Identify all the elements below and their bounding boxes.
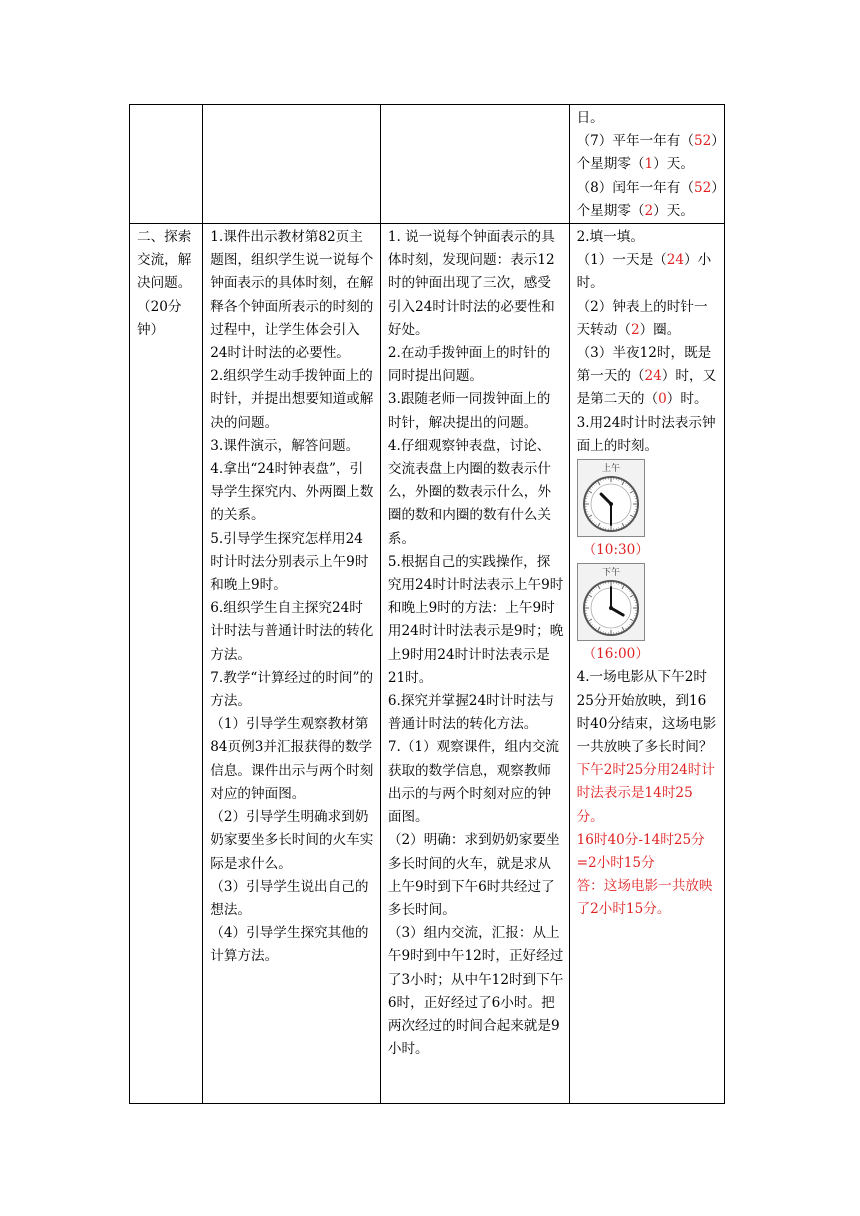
paragraph bbox=[577, 107, 719, 130]
paragraph: （1）引导学生观察教材第84页例3并汇报获得的数学信息。课件出示与两个时刻对应的钟面图。 bbox=[210, 716, 374, 802]
cell-stage bbox=[130, 224, 203, 1104]
cell-exercise bbox=[569, 224, 724, 1104]
paragraph: 3.课件演示，解答问题。 bbox=[210, 437, 360, 454]
answer-text: 52 bbox=[693, 179, 712, 196]
paragraph bbox=[577, 226, 719, 249]
question-text: （2）钟表上的时针一天转动（ bbox=[576, 298, 708, 338]
paragraph: 1. 说一说每个钟面表示的具体时刻，发现问题：表示12时的钟面出现了三次，感受引入24时计时法的必要性和好处。 bbox=[387, 229, 555, 338]
question-text: 3.用24时计时法表示钟面上的时刻。 bbox=[576, 414, 716, 454]
question-text: ）个星期零（ bbox=[576, 179, 719, 219]
exercise-list bbox=[577, 107, 719, 223]
answer-text: 24 bbox=[644, 368, 662, 385]
answer-text: 24 bbox=[666, 252, 685, 269]
clock-answer: （10:30） bbox=[582, 542, 649, 559]
paragraph: 4.仔细观察钟表盘，讨论、交流表盘上内圈的数表示什么，外圈的数表示什么，外圈的数和内圈的数有什么关系。 bbox=[387, 437, 551, 547]
paragraph: （4）引导学生探究其他的计算方法。 bbox=[210, 925, 369, 965]
clock-center bbox=[609, 502, 613, 506]
clock-center bbox=[609, 606, 613, 610]
question-text: （7）平年一年有（ bbox=[576, 133, 694, 150]
paragraph: 3.跟随老师一同拨钟面上的时针，解决提出的问题。 bbox=[387, 391, 551, 431]
question-text: 日。 bbox=[576, 110, 604, 126]
clock-face-icon bbox=[578, 564, 644, 640]
table-row bbox=[130, 224, 725, 1104]
paragraph bbox=[577, 412, 719, 458]
paragraph: 6.组织学生自主探究24时计时法与普通计时法的转化方法。 bbox=[210, 600, 374, 663]
question-text: ）小时。 bbox=[576, 252, 712, 292]
paragraph: 6.探究并掌握24时计时法与普通计时法的转化方法。 bbox=[387, 693, 555, 733]
answer-text: 0 bbox=[658, 391, 667, 408]
clock-label: 下午 bbox=[601, 568, 620, 579]
answer-text: 16时40分-14时25分=2小时15分 bbox=[576, 831, 705, 872]
paragraph: 2.在动手拨钟面上的时针的同时提出问题。 bbox=[387, 345, 551, 385]
answer-text: 答：这场电影一共放映了2小时15分。 bbox=[576, 878, 713, 918]
paragraph: （3）组内交流，汇报：从上午9时到中午12时，正好经过了3小时；从中午12时到下午6时，正好经过了6小时。把两次经过的时间合起来就是9小时。 bbox=[387, 925, 564, 1058]
question-text: ）个星期零（ bbox=[576, 133, 719, 173]
exercise-list bbox=[577, 226, 719, 458]
paragraph: 1.课件出示教材第82页主题图，组织学生说一说每个钟面表示的具体时刻，在解释各个钟面所表示的时刻的过程中，让学生体会引入24时计时法的必要性。 bbox=[210, 229, 374, 362]
cell-exercise bbox=[569, 105, 724, 224]
paragraph bbox=[577, 759, 719, 829]
clock-face-icon bbox=[578, 460, 644, 536]
stage-title: 二、探索交流，解决问题。（20分钟） bbox=[137, 229, 192, 338]
clock-image bbox=[577, 563, 645, 641]
paragraph: （2）引导学生明确求到奶奶家要坐多长时间的火车实际是求什么。 bbox=[210, 809, 374, 872]
answer-text: 2 bbox=[630, 321, 640, 338]
paragraph bbox=[577, 875, 719, 921]
answer-text: 52 bbox=[693, 133, 712, 150]
clock-answer: （16:00） bbox=[582, 646, 649, 663]
cell-student bbox=[380, 224, 569, 1104]
answer-text: 1 bbox=[644, 156, 654, 173]
question-text: ）时。 bbox=[666, 391, 708, 408]
paragraph: 4.拿出“24时钟表盘”，引导学生探究内、外两圈上数的关系。 bbox=[210, 461, 374, 524]
student-activity-list bbox=[388, 226, 564, 1061]
paragraph: 2.组织学生动手拨钟面上的时针，并提出想要知道或解决的问题。 bbox=[210, 368, 374, 431]
paragraph: 7.（1）观察课件，组内交流获取的数学信息，观察教师出示的与两个时刻对应的钟面图。 bbox=[387, 739, 560, 826]
paragraph: （2）明确：求到奶奶家要坐多长时间的火车，就是求从上午9时到下午6时共经过了多长时间。 bbox=[387, 832, 560, 918]
paragraph bbox=[577, 177, 719, 223]
question-text: ）时，又是第二天的（ bbox=[576, 368, 717, 408]
question-text: ）天。 bbox=[653, 202, 694, 219]
paragraph bbox=[577, 296, 719, 342]
paragraph bbox=[577, 130, 719, 176]
answer-text: 2 bbox=[644, 202, 654, 219]
clock-image bbox=[577, 459, 645, 537]
paragraph: 7.教学“计算经过的时间”的方法。 bbox=[210, 669, 374, 710]
paragraph bbox=[577, 829, 719, 875]
paragraph: （3）引导学生说出自己的想法。 bbox=[210, 878, 369, 918]
cell-stage bbox=[130, 105, 203, 224]
question-text: （8）闰年一年有（ bbox=[576, 179, 694, 196]
question-text: 2.填一填。 bbox=[576, 229, 644, 246]
clock-label: 上午 bbox=[601, 464, 620, 475]
paragraph: 5.根据自己的实践操作，探究用24时计时法表示上午9时和晚上9时的方法：上午9时用24时计时法表示是9时；晚上9时用24时计时法表示是21时。 bbox=[387, 553, 564, 686]
exercise-list bbox=[577, 666, 719, 921]
paragraph bbox=[577, 666, 719, 759]
paragraph bbox=[577, 342, 719, 412]
cell-teacher bbox=[203, 105, 381, 224]
cell-student bbox=[380, 105, 569, 224]
question-text: （3）半夜12时，既是第一天的（ bbox=[576, 345, 712, 385]
question-text: ）圈。 bbox=[639, 321, 681, 338]
paragraph: 5.引导学生探究怎样用24时计时法分别表示上午9时和晚上9时。 bbox=[210, 530, 369, 594]
question-text: ）天。 bbox=[653, 156, 694, 173]
cell-teacher bbox=[203, 224, 381, 1104]
paragraph bbox=[577, 249, 719, 295]
table-row bbox=[130, 105, 725, 224]
lesson-table bbox=[129, 104, 725, 1104]
answer-text: 下午2时25分用24时计时法表示是14时25分。 bbox=[576, 762, 715, 825]
question-text: （1）一天是（ bbox=[576, 252, 667, 269]
question-text: 4.一场电影从下午2时25分开始放映，到16时40分结束，这场电影一共放映了多长时间？ bbox=[576, 669, 717, 756]
teacher-activity-list bbox=[210, 226, 375, 969]
